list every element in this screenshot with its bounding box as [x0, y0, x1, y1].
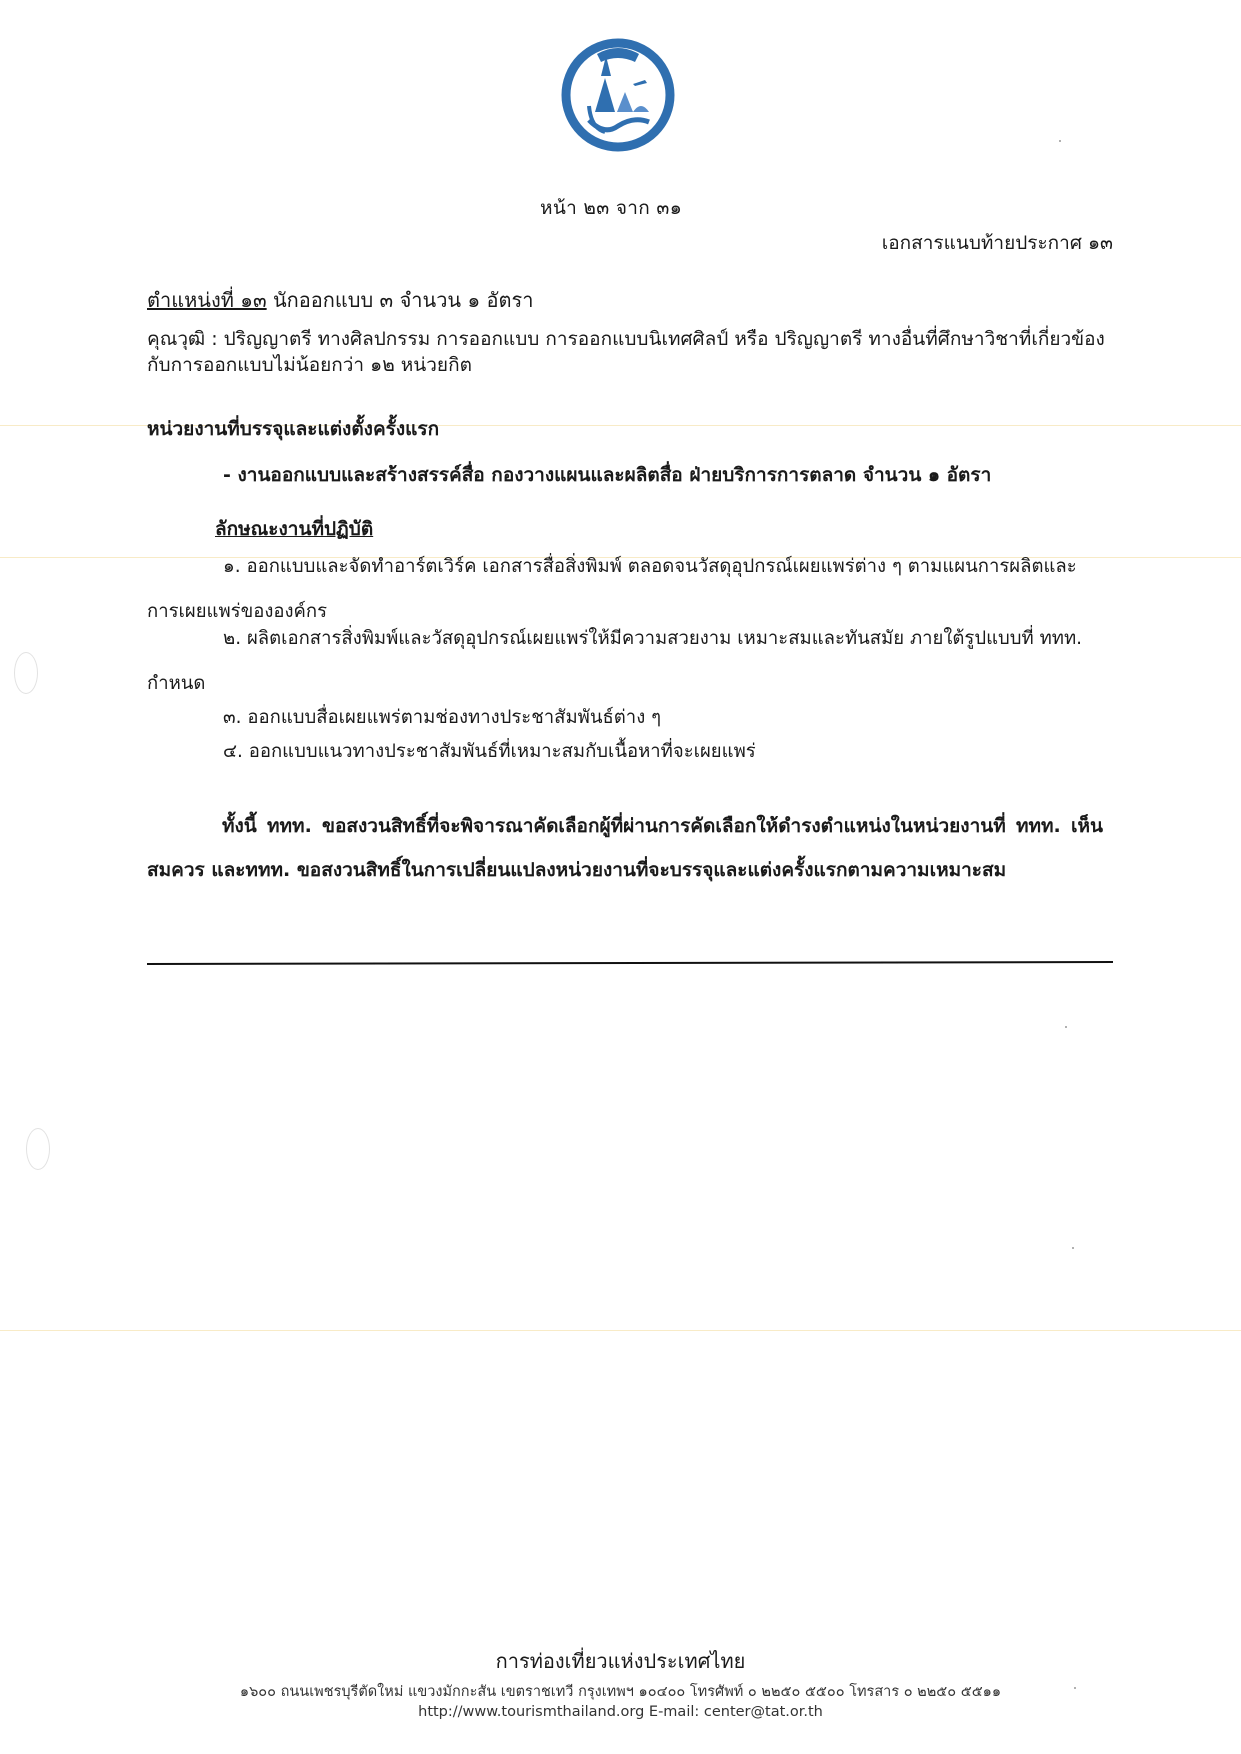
position-label: ตำแหน่งที่ ๑๓ — [147, 288, 267, 312]
position-heading — [147, 284, 534, 316]
tat-logo — [559, 36, 677, 154]
unit-item: - งานออกแบบและสร้างสรรค์สื่อ กองวางแผนและผลิตสื่อ ฝ่ายบริการการตลาด จำนวน ๑ อัตรา — [223, 464, 992, 486]
footer-web: http://www.tourismthailand.org E-mail: center@tat.or.th — [418, 1704, 823, 1720]
qualification — [147, 326, 1112, 378]
scan-speck — [1072, 1247, 1074, 1249]
punch-hole — [14, 652, 38, 694]
duty-item: ๔. ออกแบบแนวทางประชาสัมพันธ์ที่เหมาะสมกับเนื้อหาที่จะเผยแพร่ — [223, 741, 756, 762]
annex-label: เอกสารแนบท้ายประกาศ ๑๓ — [881, 232, 1113, 254]
page-number: หน้า ๒๓ จาก ๓๑ — [540, 197, 683, 219]
footer-org: การท่องเที่ยวแห่งประเทศไทย — [495, 1649, 746, 1673]
unit-heading: หน่วยงานที่บรรจุและแต่งตั้งครั้งแรก — [147, 418, 440, 440]
note-paragraph: ทั้งนี้ ททท. ขอสงวนสิทธิ์ที่จะพิจารณาคัดเลือกผู้ที่ผ่านการคัดเลือกให้ดำรงตำแหน่งในหน่วยงานที่ ททท. เห็นสมควร และททท. ขอสงวนสิทธิ์ในการเปลี่ยนแปลงหน่วยงานที่จะบรรจุและแต่งครั้งแรกตามความเหมาะสม — [147, 815, 1103, 881]
punch-hole — [26, 1128, 50, 1170]
duty-item: ๒. ผลิตเอกสารสิ่งพิมพ์และวัสดุอุปกรณ์เผยแพร่ให้มีความสวยงาม เหมาะสมและทันสมัย ภายใต้รูปแบบที่ ททท. กำหนด — [147, 628, 1083, 694]
qualification-label: คุณวุฒิ : — [147, 328, 218, 350]
duty-item: ๑. ออกแบบและจัดทำอาร์ตเวิร์ค เอกสารสื่อสิ่งพิมพ์ ตลอดจนวัสดุอุปกรณ์เผยแพร่ต่าง ๆ ตามแผนการผลิตและการเผยแพร่ขององค์กร — [147, 556, 1077, 622]
qualification-text: ปริญญาตรี ทางศิลปกรรม การออกแบบ การออกแบบนิเทศศิลป์ หรือ ปริญญาตรี ทางอื่นที่ศึกษาวิชาที่เกี่ยวข้องกับการออกแบบไม่น้อยกว่า ๑๒ หน่วยกิต — [147, 328, 1105, 376]
scan-speck — [1059, 140, 1061, 142]
scan-line — [0, 1330, 1241, 1331]
duty-item: ๓. ออกแบบสื่อเผยแพร่ตามช่องทางประชาสัมพันธ์ต่าง ๆ — [223, 707, 662, 728]
scan-speck — [1065, 1026, 1067, 1028]
duties-heading: ลักษณะงานที่ปฏิบัติ — [215, 518, 374, 540]
footer-address: ๑๖๐๐ ถนนเพชรบุรีตัดใหม่ แขวงมักกะสัน เขตราชเทวี กรุงเทพฯ ๑๐๔๐๐ โทรศัพท์ ๐ ๒๒๕๐ ๕๕๐๐ โทรสาร ๐ ๒๒๕๐ ๕๕๑๑ — [239, 1684, 1002, 1700]
position-title: นักออกแบบ ๓ จำนวน ๑ อัตรา — [273, 288, 534, 312]
divider — [147, 961, 1113, 965]
